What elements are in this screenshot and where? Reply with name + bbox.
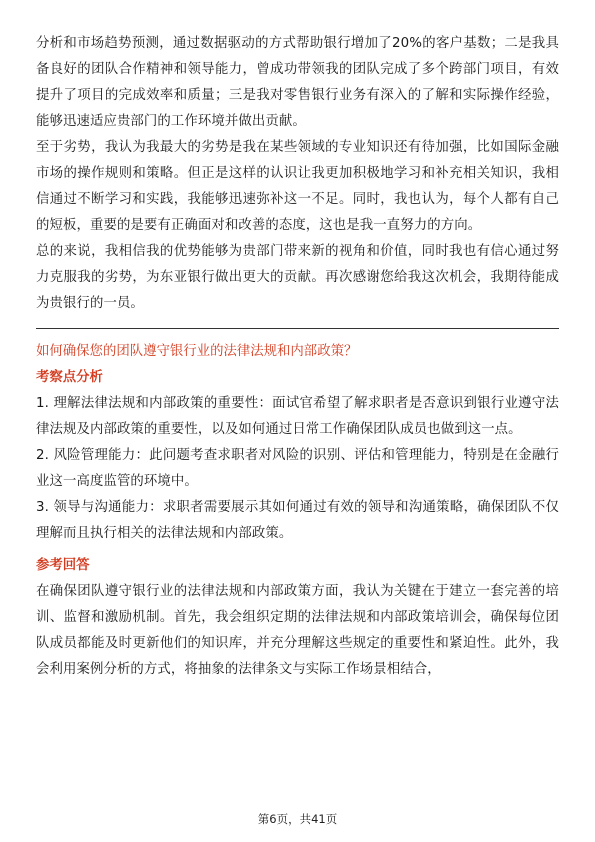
analysis-item-2: 2. 风险管理能力：此问题考查求职者对风险的识别、评估和管理能力，特别是在金融行业这一高度监管的环境中。 [36, 448, 559, 489]
analysis-item-3: 3. 领导与沟通能力：求职者需要展示其如何通过有效的领导和沟通策略，确保团队不仅理解而且执行相关的法律法规和内部政策。 [36, 500, 559, 541]
page-content [36, 31, 559, 683]
answer-heading: 参考回答 [36, 558, 90, 573]
analysis-heading: 考察点分析 [36, 370, 103, 385]
analysis-item-1: 1. 理解法律法规和内部政策的重要性：面试官希望了解求职者是否意识到银行业遵守法律法规及内部政策的重要性，以及如何通过日常工作确保团队成员也做到这一点。 [36, 396, 559, 437]
section-divider [36, 328, 559, 329]
body-paragraph-weaknesses: 至于劣势，我认为我最大的劣势是我在某些领域的专业知识还有待加强，比如国际金融市场的操作规则和策略。但正是这样的认识让我更加积极地学习和补充相关知识，我相信通过不断学习和实践，我能够迅速弥补这一不足。同时，我也认为，每个人都有自己的短板，重要的是要有正确面对和改善的态度，这也是我一直努力的方向。 [36, 140, 559, 233]
page-number: 第6页，共41页 [257, 812, 338, 826]
answer-paragraph: 在确保团队遵守银行业的法律法规和内部政策方面，我认为关键在于建立一套完善的培训、监督和激励机制。首先，我会组织定期的法律法规和内部政策培训会，确保每位团队成员都能及时更新他们的知识库，并充分理解这些规定的重要性和紧迫性。此外，我会利用案例分析的方式，将抽象的法律条文与实际工作场景相结合， [36, 584, 559, 677]
body-paragraph-conclusion: 总的来说，我相信我的优势能够为贵部门带来新的视角和价值，同时我也有信心通过努力克服我的劣势，为东亚银行做出更大的贡献。再次感谢您给我这次机会，我期待能成为贵银行的一员。 [36, 244, 559, 311]
question-title: 如何确保您的团队遵守银行业的法律法规和内部政策？ [36, 344, 358, 359]
body-paragraph-strengths: 分析和市场趋势预测，通过数据驱动的方式帮助银行增加了20%的客户基数；二是我具备良好的团队合作精神和领导能力，曾成功带领我的团队完成了多个跨部门项目，有效提升了项目的完成效率和质量；三是我对零售银行业务有深入的了解和实际操作经验，能够迅速适应贵部门的工作环境并做出贡献。 [36, 36, 559, 129]
